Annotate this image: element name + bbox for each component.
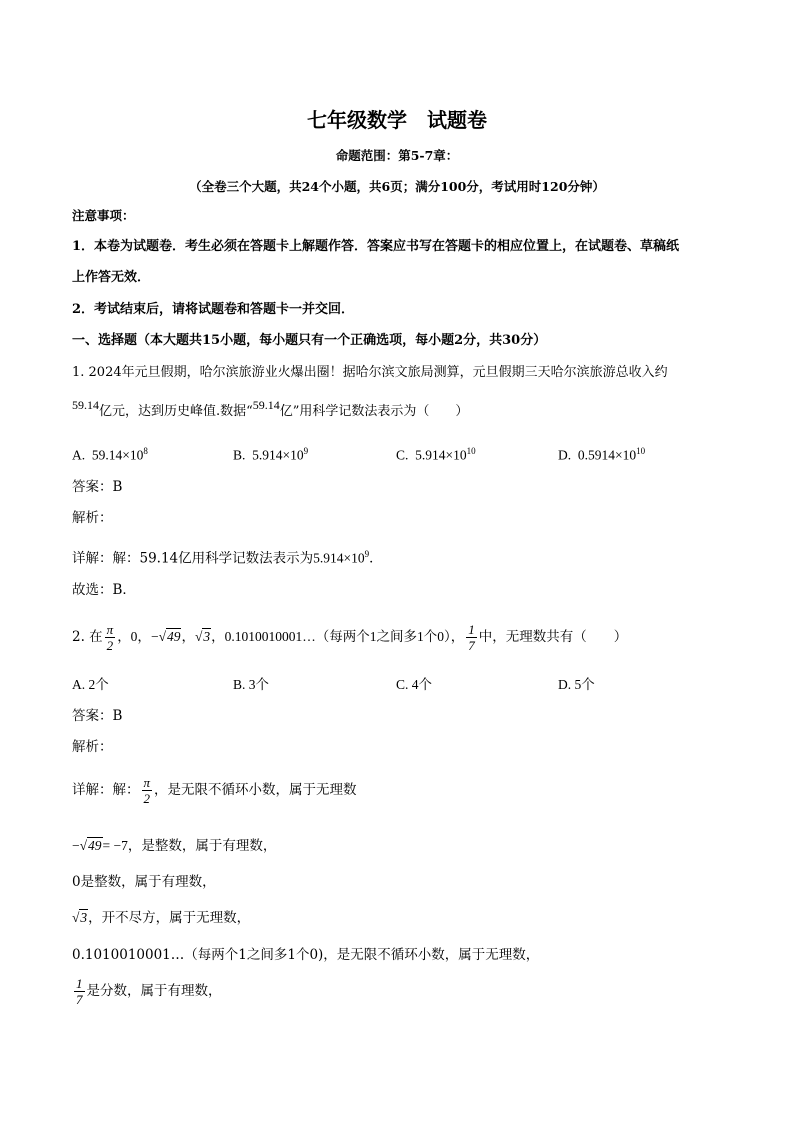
q1-number-quoted: 59.14 [252,398,280,412]
exam-info: （全卷三个大题，共24个小题，共6页；满分100分，考试用时120分钟） [189,179,605,194]
q1-choose: 故选：B． [72,582,136,598]
fraction-pi-over-2: $\frac{\pi}{2}$ [143,775,151,806]
q1-line-2 [72,398,469,422]
q2-option-b: B. 3个 [233,677,270,692]
section-1-heading: 一、选择题（本大题共15小题，每小题只有一个正确选项，每小题2分，共30分） [72,333,547,348]
q1-option-d: D. $0.5914\times 10^{10}$ [558,446,646,463]
q1-number: 59.14 [72,398,99,412]
page-title: 七年级数学 试题卷 [307,108,487,132]
notice-heading: 注意事项： [72,208,135,223]
q2-answer: 答案：B [72,708,123,724]
exam-scope: 命题范围：第5-7章： [335,148,459,163]
q1-answer: 答案：B [72,479,123,495]
q2-detail-1: 详解：解： $\frac{\pi}{2}$ ，是无限不循环小数，属于无理数 [72,775,357,806]
q1-option-b: B. $5.914\times 10^9$ [233,446,309,463]
sqrt-3: √3 [194,629,211,644]
q1-option-c: C. $5.914\times 10^{10}$ [396,446,476,463]
notice-2: 2．考试结束后，请将试题卷和答题卡一并交回． [72,302,355,317]
notice-1-line-1: 1．本卷为试题卷．考生必须在答题卡上解题作答．答案应书写在答题卡的相应位置上，在试题卷、草稿纸 [72,239,680,254]
q2-detail-4: √3，开不尽方，属于无理数， [72,910,251,926]
notice-1-line-2: 上作答无效． [72,270,151,285]
q2-stem: 2. 在 $\frac{\pi}{2}$ ，0，−√49，√3，0.1010010001…（每两个1之间多1个0）， $\frac{1}{7}$ 中，无理数共有（ ） [72,622,628,653]
fraction-1-over-7: $\frac{1}{7}$ [76,976,83,1007]
sqrt-49: √49 [79,838,102,853]
q2-detail-2: −√49= −7，是整数，属于有理数， [72,838,277,854]
fraction-pi-over-2: $\frac{\pi}{2}$ [106,622,114,653]
q2-detail-3: 0是整数，属于有理数， [72,874,216,890]
sqrt-49: √49 [158,629,181,644]
q1-line-1: 1. 2024年元旦假期，哈尔滨旅游业火爆出圈！据哈尔滨文旅局测算，元旦假期三天哈尔滨旅游总收入约 [72,365,668,380]
q1-detail: 详解：解：59.14亿用科学记数法表示为$5.914\times 10^9$． [72,549,383,567]
q1-option-a: A. $59.14\times 10^8$ [72,446,148,463]
q1-analysis: 解析： [72,510,113,526]
q1-line-2a: 亿元，达到历史峰值.数据“ [99,404,253,419]
q2-option-c: C. 4个 [396,677,433,692]
q2-option-d: D. 5个 [558,677,595,692]
q2-analysis: 解析： [72,739,113,755]
q2-detail-5: 0.1010010001…（每两个1之间多1个0)，是无限不循环小数，属于无理数， [72,947,540,963]
fraction-1-over-7: $\frac{1}{7}$ [468,622,475,653]
q2-option-a: A. 2个 [72,677,109,692]
q2-detail-6: $\frac{1}{7}$ 是分数，属于有理数， [76,976,222,1007]
sqrt-3: √3 [72,910,88,925]
q1-line-2b: 亿”用科学记数法表示为（ ） [279,404,469,419]
